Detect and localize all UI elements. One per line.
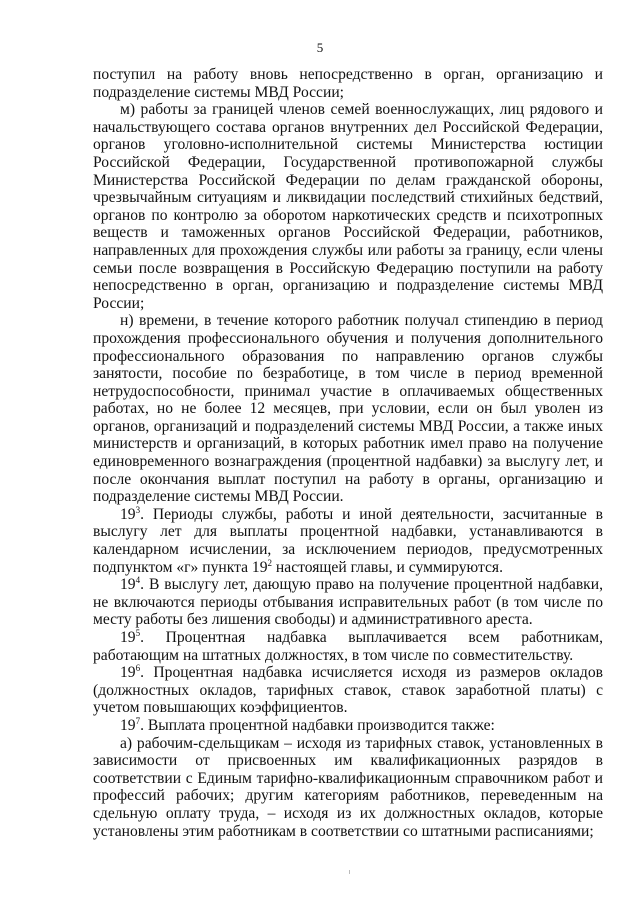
paragraph-item-m: м) работы за границей членов семей военнослужащих, лиц рядового и начальствующего состава органов внутренних дел Российской Федерации, органов уголовно-исполнительной системы Министерства юстиции Российской Федерации, Государственной противопожарной службы Министерства Российской Федерации по делам гражданской обороны, чрезвычайным ситуациям и ликвидации последствий стихийных бедствий, органов по контролю за оборотом наркотических средств и психотропных веществ и таможенных органов Российской Федерации, работников, направленных для прохождения службы или работы за границу, если члены семьи после возвращения в Российскую Федерацию поступили на работу непосредственно в орган, организацию и подразделение системы МВД России; — [93, 101, 603, 312]
paragraph-19-6: $19^6$. Процентная надбавка исчисляется исходя из размеров окладов (должностных окладов, тарифных ставок, ставок заработной платы) с учетом повышающих коэффициентов. — [93, 663, 603, 717]
paragraph-19-5: $19^5$. Процентная надбавка выплачивается всем работникам, работающим на штатных должностях, в том числе по совместительству. — [93, 628, 603, 664]
paragraph-item-a: а) рабочим-сдельщикам – исходя из тарифных ставок, установленных в зависимости от присвоенных им квалификационных разрядов в соответствии с Единым тарифно-квалификационным справочником работ и профессий рабочих; другим категориям работников, переведенным на сдельную оплату труда, – исходя из их должностных окладов, которые установлены этим работникам в соответствии со штатными расписаниями; — [93, 734, 603, 840]
paragraph-19-3: $19^3$. Периоды службы, работы и иной деятельности, засчитанные в выслугу лет для выплаты процентной надбавки, устанавливаются в календарном исчислении, за исключением периодов, предусмотренных подпунктом «г» пункта $19^2$ настоящей главы, и суммируются. — [93, 504, 603, 576]
paragraph-19-4: $19^4$. В выслугу лет, дающую право на получение процентной надбавки, не включаются периоды отбывания исправительных работ (в том числе по месту работы без лишения свободы) и административного ареста. — [93, 575, 603, 629]
scan-artifact — [349, 870, 350, 874]
paragraph-19-7: $19^7$. Выплата процентной надбавки производится также: — [120, 715, 495, 734]
document-body — [93, 66, 603, 840]
paragraph-continuation: поступил на работу вновь непосредственно в орган, организацию и подразделение системы МВД России; — [93, 66, 603, 101]
paragraph-item-n: н) времени, в течение которого работник получал стипендию в период прохождения профессионального обучения и получения дополнительного профессионального образования по направлению органов службы занятости, пособие по безработице, в том числе в период временной нетрудоспособности, принимал участие в оплачиваемых общественных работах, но не более 12 месяцев, при условии, если он был уволен из органов, организаций и подразделений системы МВД России, а также иных министерств и организаций, в которых работник имел право на получение единовременного вознаграждения (процентной надбавки) за выслугу лет, и после окончания выплат поступил на работу в органы, организацию и подразделение системы МВД России. — [93, 312, 603, 506]
page-number: 5 — [316, 40, 324, 55]
